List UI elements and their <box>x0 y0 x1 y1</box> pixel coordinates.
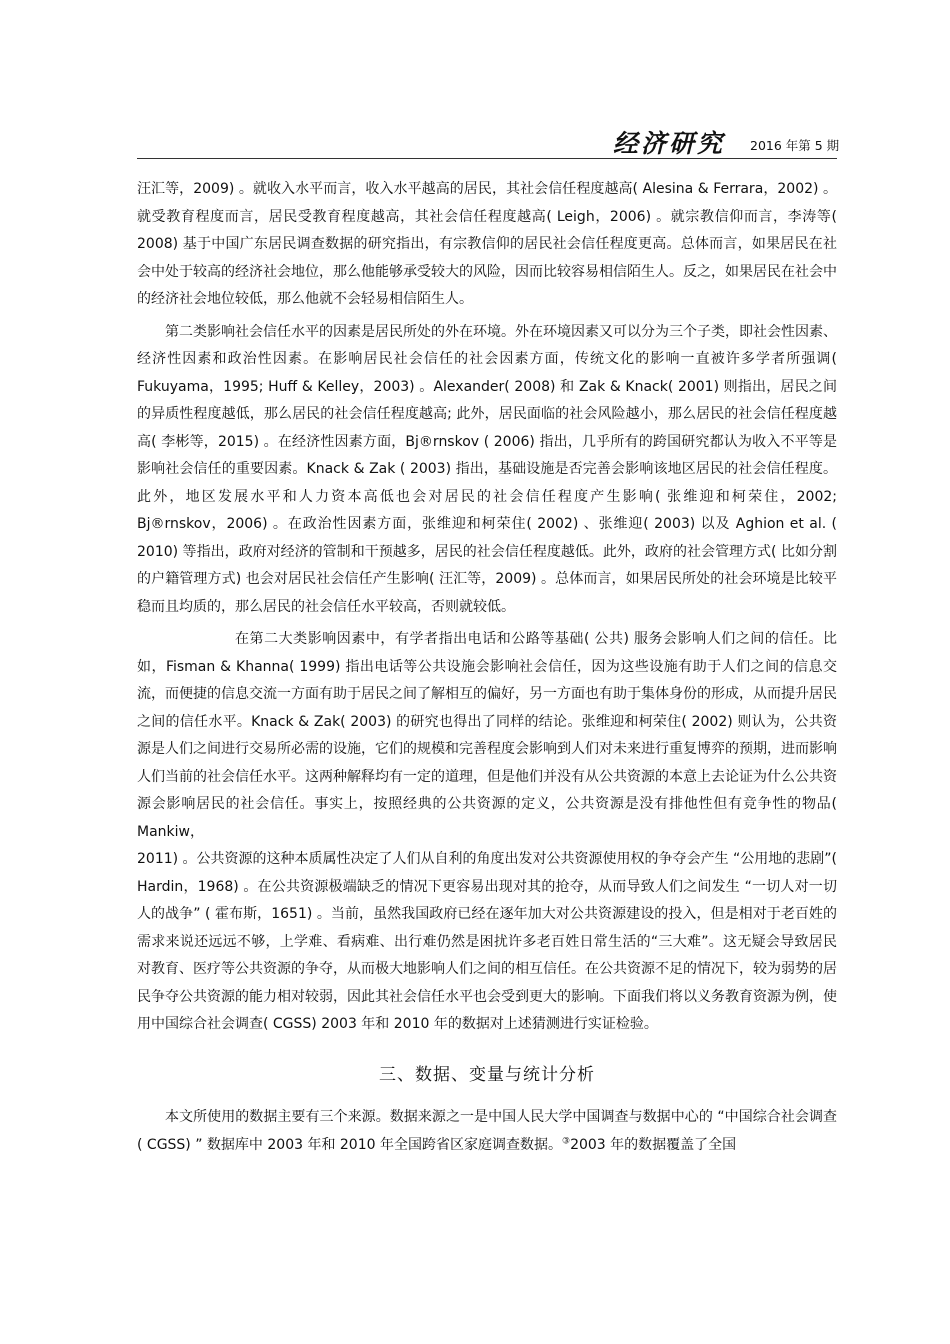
paragraph-4: 2011) 。公共资源的这种本质属性决定了人们从自利的角度出发对公共资源使用权的争夺会产生 “公用地的悲剧”( Hardin，1968) 。在公共资源极端缺乏的情况下更容易出现对其的抢夺，从而导致人们之间发生 “一切人对一切人的战争” ( 霍布斯，1651) 。当前，虽然我国政府已经在逐年加大对公共资源建设的投入，但是相对于老百姓的需求来说还远远不够，上学难、看病难、出行难仍然是困扰许多老百姓日常生活的“三大难”。这无疑会导致居民对教育、医疗等公共资源的争夺，从而极大地影响人们之间的相互信任。在公共资源不足的情况下，较为弱势的居民争夺公共资源的能力相对较弱，因此其社会信任水平也会受到更大的影响。下面我们将以义务教育资源为例，使用中国综合社会调查( CGSS) 2003 年和 2010 年的数据对上述猜测进行实证检验。 <box>137 851 837 1032</box>
page-header <box>137 128 840 159</box>
article-body <box>137 176 837 1159</box>
issue-number: 2016 年第 5 期 <box>750 138 840 153</box>
paragraph-1: 汪汇等，2009) 。就收入水平而言，收入水平越高的居民，其社会信任程度越高( Alesina & Ferrara，2002) 。就受教育程度而言，居民受教育程度越高，其社会信任程度越高( Leigh，2006) 。就宗教信仰而言，李涛等( 2008) 基于中国广东居民调查数据的研究指出，有宗教信仰的居民社会信任程度更高。总体而言，如果居民在社会中处于较高的经济社会地位，那么他能够承受较大的风险，因而比较容易相信陌生人。反之，如果居民在社会中的经济社会地位较低，那么他就不会轻易相信陌生人。 <box>137 181 837 307</box>
footnote-marker[interactable]: ③ <box>561 1135 571 1146</box>
paragraph-2: 第二类影响社会信任水平的因素是居民所处的外在环境。外在环境因素又可以分为三个子类，即社会性因素、经济性因素和政治性因素。在影响居民社会信任的社会因素方面，传统文化的影响一直被许多学者所强调( Fukuyama，1995; Huff & Kelley，2003) 。Alexander( 2008) 和 Zak & Knack( 2001) 则指出，居民之间的异质性程度越低，那么居民的社会信任程度越高; 此外，居民面临的社会风险越小，那么居民的社会信任程度越高( 李彬等，2015) 。在经济性因素方面，Bj®rnskov ( 2006) 指出，几乎所有的跨国研究都认为收入不平等是影响社会信任的重要因素。Knack & Zak ( 2003) 指出，基础设施是否完善会影响该地区居民的社会信任程度。此外，地区发展水平和人力资本高低也会对居民的社会信任程度产生影响( 张维迎和柯荣住，2002; Bj®rnskov，2006) 。在政治性因素方面，张维迎和柯荣住( 2002) 、张维迎( 2003) 以及 Aghion et al. ( 2010) 等指出，政府对经济的管制和干预越多，居民的社会信任程度越低。此外，政府的社会管理方式( 比如分割的户籍管理方式) 也会对居民社会信任产生影响( 汪汇等，2009) 。总体而言，如果居民所处的社会环境是比较平稳而且均质的，那么居民的社会信任水平较高，否则就较低。 <box>137 323 837 615</box>
paragraph-5-end: 2003 年的数据覆盖了全国 <box>570 1136 737 1153</box>
journal-logo: 经济研究 <box>613 129 726 158</box>
paragraph-5 <box>137 1104 837 1159</box>
section-heading: 三、数据、变量与统计分析 <box>379 1064 595 1085</box>
paragraph-3: 在第二大类影响因素中，有学者指出电话和公路等基础( 公共) 服务会影响人们之间的信任。比如，Fisman & Khanna( 1999) 指出电话等公共设施会影响社会信任，因为这些设施有助于人们之间的信息交流，而便捷的信息交流一方面有助于居民之间了解相互的偏好，另一方面也有助于集体身份的形成，从而提升居民之间的信任水平。Knack & Zak( 2003) 的研究也得出了同样的结论。张维迎和柯荣住( 2002) 则认为，公共资源是人们之间进行交易所必需的设施，它们的规模和完善程度会影响到人们对未来进行重复博弈的预期，进而影响人们当前的社会信任水平。这两种解释均有一定的道理，但是他们并没有从公共资源的本意上去论证为什么公共资源会影响居民的社会信任。事实上，按照经典的公共资源的定义，公共资源是没有排他性但有竞争性的物品( Mankiw， <box>137 631 837 840</box>
paragraph-5-text: 本文所使用的数据主要有三个来源。数据来源之一是中国人民大学中国调查与数据中心的 “中国综合社会调查( CGSS) ” 数据库中 2003 年和 2010 年全国跨省区家庭调查数据。 <box>137 1109 837 1153</box>
